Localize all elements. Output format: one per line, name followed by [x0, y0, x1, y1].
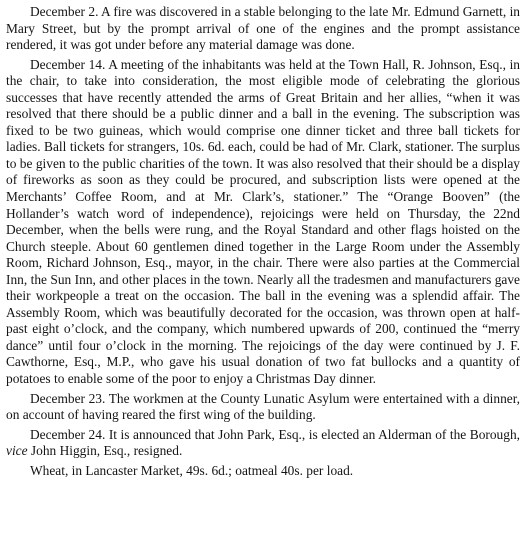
entry-text: A fire was discovered in a stable belonging to the late Mr. Edmund Garnett, in Mary Street, but by the prompt arrival of one of the engines and the prompt assistance rendered, it was got under before any material damage was done. [6, 4, 520, 53]
entry-date: December 14. [30, 56, 106, 72]
entry-december-24 [6, 427, 520, 460]
entry-december-14 [6, 57, 520, 388]
entry-text: The workmen at the County Lunatic Asylum were entertained with a dinner, on account of having reared the first wing of the building. [6, 390, 520, 423]
entry-december-2 [6, 4, 520, 54]
document-page [6, 4, 520, 482]
entry-text-before: It is announced that John Park, Esq., is elected an Alderman of the Borough, [108, 426, 520, 442]
entry-date: December 2. [30, 4, 99, 19]
entry-date: December 24. [30, 426, 106, 442]
entry-text-italic: vice [6, 443, 28, 459]
entry-date: December 23. [30, 390, 106, 406]
footer-text: Wheat, in Lancaster Market, 49s. 6d.; oatmeal 40s. per load. [30, 462, 354, 478]
entry-text: A meeting of the inhabitants was held at the Town Hall, R. Johnson, Esq., in the chair, to take into consideration, the most eligible mode of celebrating the glorious successes that have recently attended the arms of Great Britain and her allies, “when it was resolved that there should be a public dinner and a ball in the evening. The subscription was fixed to be two guineas, which would comprise one dinner ticket and three ball tickets for ladies. Ball tickets for strangers, 10s. 6d. each, could be had of Mr. Clark, stationer. The surplus to be given to the public charities of the town. It was also resolved that their should be a display of fireworks as soon as they could be procured, and subscription lists were opened at the Merchants’ Coffee Room, and at Mr. Clark’s, stationer.” The “Orange Booven” (the Hollander’s watch word of independence), rejoicings were held on Thursday, the 22nd December, when the bells were rung, and the Royal Standard and other flags hoisted on the Church steeple. About 60 gentlemen dined together in the Large Room under the Assembly Room, Richard Johnson, Esq., mayor, in the chair. There were also parties at the Commercial Inn, the Sun Inn, and other places in the town. Nearly all the tradesmen and manufacturers gave their workpeople a treat on the occasion. The ball in the evening was a splendid affair. The Assembly Room, which was beautifully decorated for the occasion, was thrown open at half-past eight o’clock, and the company, which numbered upwards of 200, continued the “merry dance” until four o’clock in the morning. The rejoicings of the day were continued by J. F. Cawthorne, Esq., M.P., who gave his usual donation of two fat bullocks and a quantity of potatoes to enable some of the poor to enjoy a Christmas Day dinner. [6, 56, 521, 387]
entry-december-23 [6, 391, 520, 424]
footer-line [6, 463, 520, 480]
entry-text-after: John Higgin, Esq., resigned. [30, 443, 183, 459]
